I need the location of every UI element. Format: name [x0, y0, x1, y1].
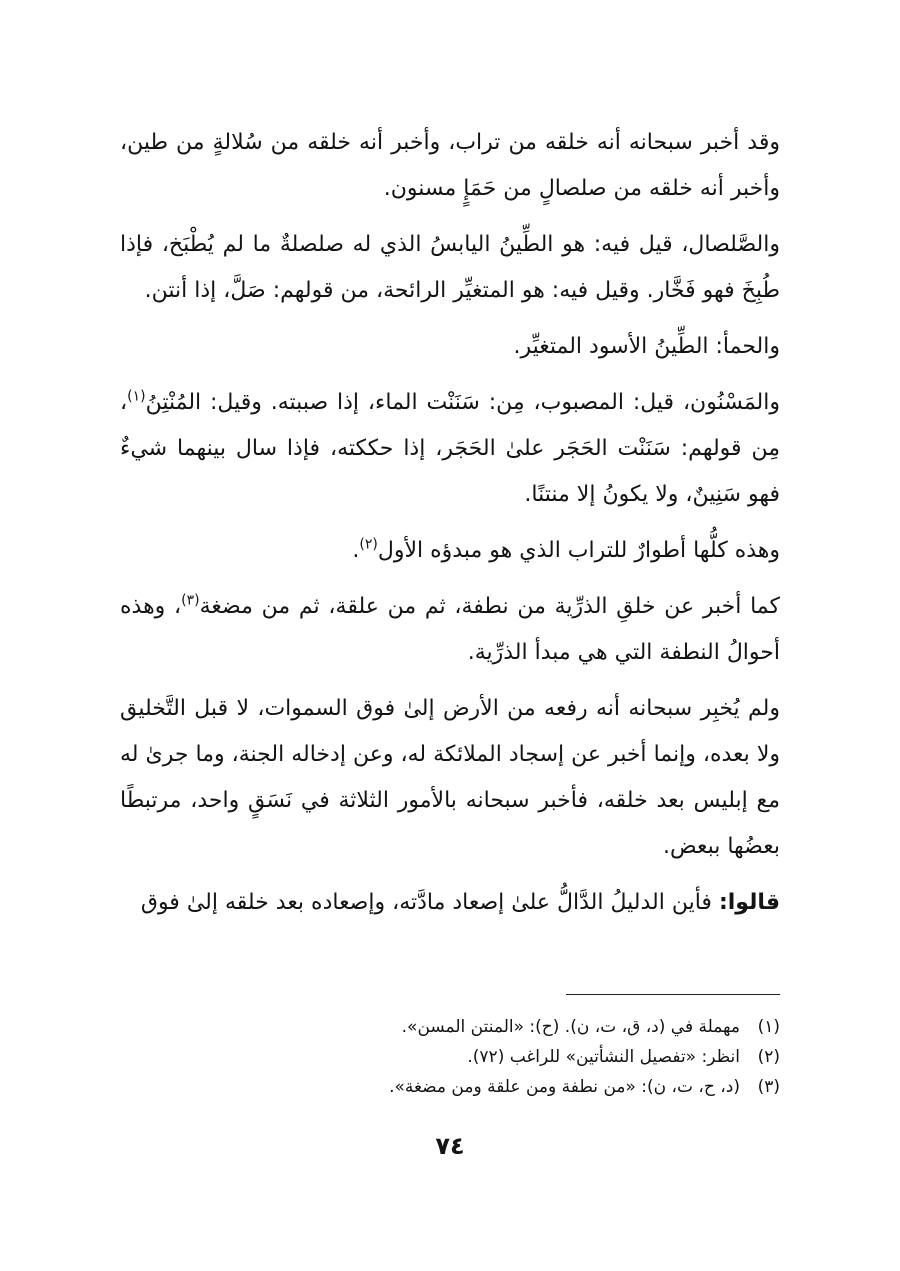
paragraph-text: كما أخبر عن خلقِ الذرِّية من نطفة، ثم من علقة، ثم من مضغة [199, 594, 780, 619]
paragraph-offspring-creation [120, 584, 780, 676]
footnote-number: (٢) [757, 1047, 780, 1067]
footnote-marker-3: (٣) [181, 592, 200, 609]
paragraph-salsal-definition: والصَّلصال، قيل فيه: هو الطِّينُ اليابسُ الذي له صلصلةٌ ما لم يُطْبَخ، فإذا طُبِخَ فهو فَخَّار. وقيل فيه: هو المتغيِّر الرائحة، من قولهم: صَلَّ، إذا أنتن. [120, 232, 780, 303]
paragraph-hama-definition: والحمأ: الطِّينُ الأسود المتغيِّر. [513, 334, 780, 359]
book-page [120, 120, 780, 1240]
footnote-text: مهملة في (د، ق، ت، ن). (ح): «المنتن المسن». [401, 1017, 740, 1037]
footnote-1 [120, 1012, 780, 1042]
footnote-separator [566, 994, 780, 995]
paragraph-text: . [352, 538, 360, 563]
paragraph-text: والمَسْنُون، قيل: المصبوب، مِن: سَنَنْت الماء، إذا صببته. وقيل: المُنْتِنُ [145, 390, 780, 415]
paragraph-earth-stages [120, 528, 780, 574]
objection-label: قالوا: [718, 890, 780, 915]
paragraph-creation-stages: وقد أخبر سبحانه أنه خلقه من تراب، وأخبر أنه خلقه من سُلالةٍ من طين، وأخبر أنه خلقه من صلصالٍ من حَمَإٍ مسنون. [120, 130, 780, 201]
footnote-2 [120, 1042, 780, 1072]
paragraph-objection [120, 880, 780, 926]
paragraph-text: فأين الدليلُ الدَّالُّ علىٰ إصعاد مادَّته، وإصعاده بعد خلقه إلىٰ فوق [140, 890, 719, 915]
paragraph-masnun-definition [120, 380, 780, 518]
footnote-3 [120, 1072, 780, 1102]
paragraph-text: ، مِن قولهم: سَنَنْت الحَجَر علىٰ الحَجَر، إذا حككته، فإذا سال بينهما شيءٌ فهو سَنِينٌ، ولا يكونُ إلا منتنًا. [120, 390, 780, 507]
paragraph-not-raised: ولم يُخبِر سبحانه أنه رفعه من الأرض إلىٰ فوق السموات، لا قبل التَّخليق ولا بعده، وإنما أخبر عن إسجاد الملائكة له، وعن إدخاله الجنة، وما جرىٰ له مع إبليس بعد خلقه، فأخبر سبحانه بالأمور الثلاثة في نَسَقٍ واحد، مرتبطًا بعضُها ببعض. [120, 696, 780, 859]
footnote-marker-2: (٢) [359, 536, 378, 553]
page-number: ٧٤ [435, 1132, 465, 1160]
footnote-text: (د، ح، ت، ن): «من نطفة ومن علقة ومن مضغة». [389, 1077, 740, 1097]
footnote-text: انظر: «تفصيل النشأتين» للراغب (٧٢). [467, 1047, 740, 1067]
paragraph-text: وهذه كلُّها أطوارٌ للتراب الذي هو مبدؤه الأول [377, 538, 780, 563]
footnote-number: (١) [757, 1017, 780, 1037]
footnote-number: (٣) [757, 1077, 780, 1097]
paragraph-text: ، وهذه أحوالُ النطفة التي هي مبدأ الذرِّية. [120, 594, 780, 665]
footnote-marker-1: (١) [127, 388, 146, 405]
footnotes [120, 1012, 780, 1102]
